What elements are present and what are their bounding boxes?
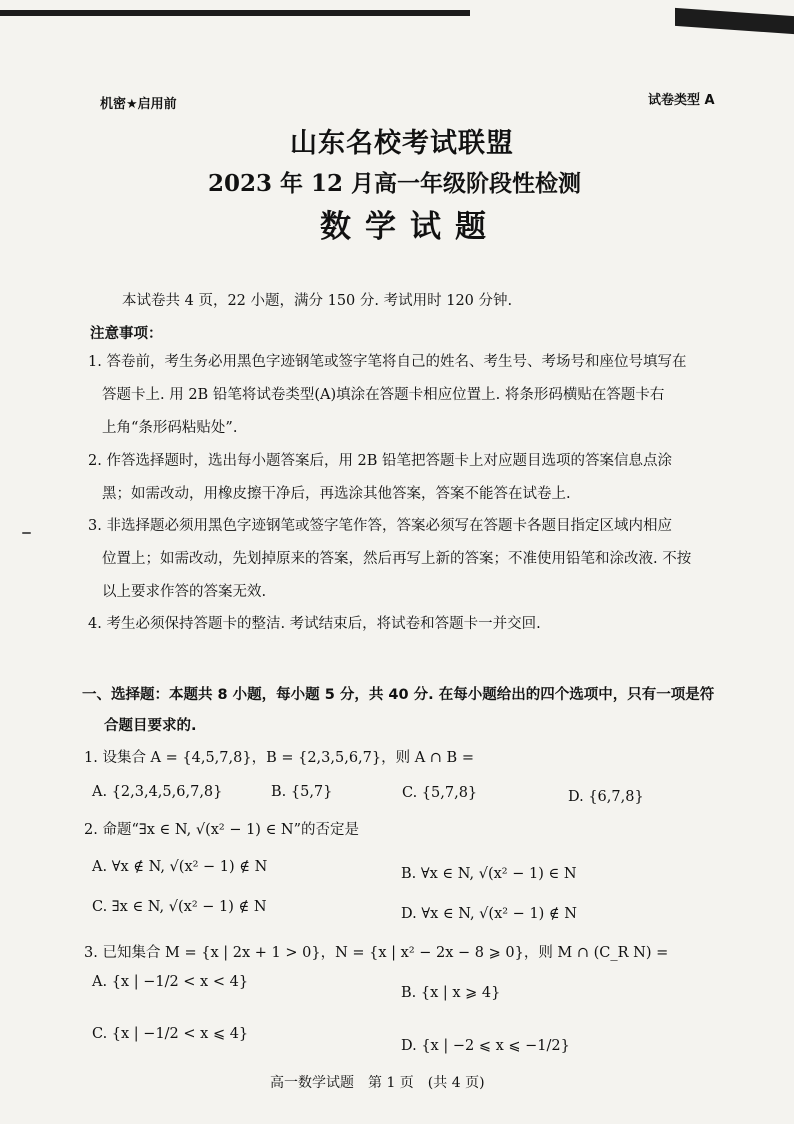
question-1-option-a: A. {2,3,4,5,6,7,8} <box>92 784 223 800</box>
page-footer: 高一数学试题 第 1 页 (共 4 页) <box>270 1075 485 1091</box>
note-1-line-1: 1. 答卷前，考生务必用黑色字迹钢笔或签字笔将自己的姓名、考生号、考场号和座位号填写在 <box>88 354 687 370</box>
note-1-line-2: 答题卡上. 用 2B 铅笔将试卷类型(A)填涂在答题卡相应位置上. 将条形码横贴在答题卡右 <box>102 387 665 403</box>
question-3-stem: 3. 已知集合 M = {x | 2x + 1 > 0}，N = {x | x² − 2x − 8 ⩾ 0}，则 M ∩ (C_R N) = <box>84 945 669 961</box>
question-1-option-b: B. {5,7} <box>271 784 333 800</box>
note-2-line-2: 黑；如需改动，用橡皮擦干净后，再选涂其他答案，答案不能答在试卷上. <box>102 486 571 502</box>
scan-speck <box>22 532 31 534</box>
question-2-option-d: D. ∀x ∈ N, √(x² − 1) ∉ N <box>401 906 577 922</box>
paper-type-label: 试卷类型 A <box>648 93 715 108</box>
exam-date-title: 2023 年 12 月高一年级阶段性检测 <box>208 170 582 197</box>
exam-intro: 本试卷共 4 页，22 小题，满分 150 分. 考试用时 120 分钟. <box>122 293 513 309</box>
question-2-option-b: B. ∀x ∈ N, √(x² − 1) ∈ N <box>401 866 577 882</box>
question-1-stem: 1. 设集合 A = {4,5,7,8}，B = {2,3,5,6,7}，则 A ∩ B = <box>84 750 474 766</box>
question-2-option-a: A. ∀x ∉ N, √(x² − 1) ∉ N <box>92 859 268 875</box>
question-2-stem: 2. 命题“∃x ∈ N, √(x² − 1) ∈ N”的否定是 <box>84 822 360 838</box>
exam-organizer-title: 山东名校考试联盟 <box>290 128 514 159</box>
scan-edge-top-right <box>675 8 794 34</box>
note-2-line-1: 2. 作答选择题时，选出每小题答案后，用 2B 铅笔把答题卡上对应题目选项的答案信息点涂 <box>88 453 673 469</box>
note-3-line-2: 位置上；如需改动，先划掉原来的答案，然后再写上新的答案；不准使用铅笔和涂改液. 不按 <box>102 551 692 567</box>
note-3-line-3: 以上要求作答的答案无效. <box>102 584 267 600</box>
question-1-option-c: C. {5,7,8} <box>402 785 478 801</box>
note-3-line-1: 3. 非选择题必须用黑色字迹钢笔或签字笔作答，答案必须写在答题卡各题目指定区域内相应 <box>88 518 672 534</box>
question-2-option-c: C. ∃x ∈ N, √(x² − 1) ∉ N <box>92 899 267 915</box>
question-3-option-a: A. {x | −1/2 < x < 4} <box>92 974 249 990</box>
question-3-option-c: C. {x | −1/2 < x ⩽ 4} <box>92 1026 249 1042</box>
section-1-heading-cont: 合题目要求的. <box>104 718 197 734</box>
confidential-label: 机密★启用前 <box>100 97 177 112</box>
section-1-heading: 一、选择题：本题共 8 小题，每小题 5 分，共 40 分. 在每小题给出的四个选项中，只有一项是符 <box>82 687 715 703</box>
subject-title: 数学试题 <box>320 209 500 245</box>
notes-heading: 注意事项： <box>90 326 163 342</box>
question-3-option-d: D. {x | −2 ⩽ x ⩽ −1/2} <box>401 1038 570 1054</box>
note-4-line-1: 4. 考生必须保持答题卡的整洁. 考试结束后，将试卷和答题卡一并交回. <box>88 616 541 632</box>
question-1-option-d: D. {6,7,8} <box>568 789 644 805</box>
note-1-line-3: 上角“条形码粘贴处”. <box>102 420 238 436</box>
scan-edge-top-left <box>0 10 470 16</box>
question-3-option-b: B. {x | x ⩾ 4} <box>401 985 501 1001</box>
